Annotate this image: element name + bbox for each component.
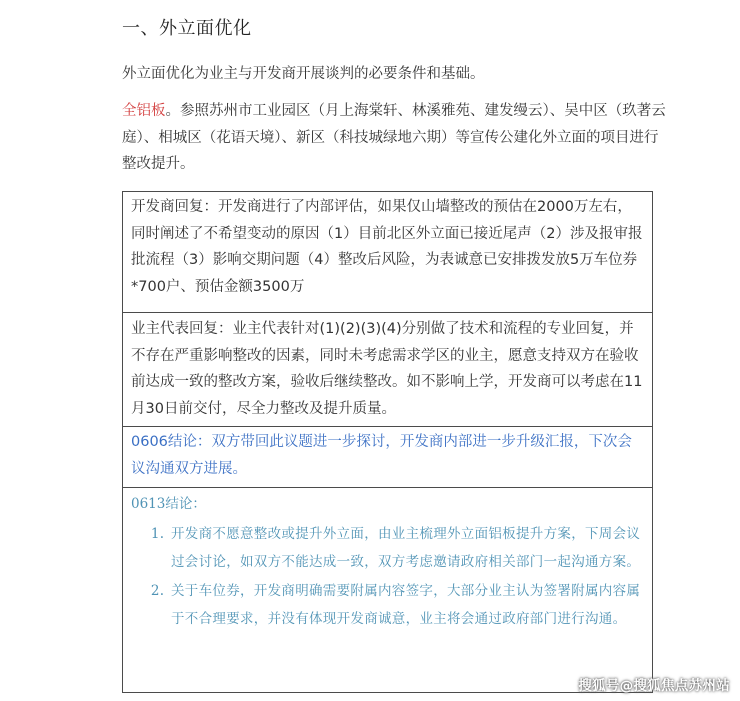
conclusion-0613-box <box>122 488 653 693</box>
section-heading: 一、外立面优化 <box>122 18 252 39</box>
conclusion-0606-box <box>122 427 653 488</box>
intro-paragraph: 外立面优化为业主与开发商开展谈判的必要条件和基础。 <box>122 66 485 82</box>
aluminum-panel-paragraph <box>122 98 667 178</box>
list-item: 2. 关于车位券，开发商明确需要附属内容签字，大部分业主认为签署附属内容属于不合理要求，并没有体现开发商诚意，业主将会通过政府部门进行沟通。 <box>169 578 644 633</box>
developer-reply-text: 开发商回复：开发商进行了内部评估，如果仅山墙整改的预估在2000万左右，同时阐述了不希望变动的原因（1）目前北区外立面已接近尾声（2）涉及报审报批流程（3）影响交期问题（4）整改后风险，为表诚意已安排拨发放5万车位券*700户、预估金额3500万 <box>131 199 643 295</box>
conclusion-0613-list <box>131 521 644 633</box>
conclusion-0606-text: 0606结论：双方带回此议题进一步探讨，开发商内部进一步升级汇报，下次会议沟通双方进展。 <box>131 434 632 477</box>
aluminum-panel-text: 。参照苏州市工业园区（月上海棠轩、林溪雅苑、建发缦云）、吴中区（玖著云庭）、相城区（花语天境）、新区（科技城绿地六期）等宣传公建化外立面的项目进行整改提升。 <box>122 103 666 172</box>
developer-reply-box <box>122 191 653 313</box>
watermark: 搜狐号@搜狐焦点苏州站 <box>578 678 730 694</box>
list-item: 1. 开发商不愿意整改或提升外立面，由业主梳理外立面铝板提升方案，下周会议过会讨论，如双方不能达成一致，双方考虑邀请政府相关部门一起沟通方案。 <box>169 521 644 576</box>
owner-reply-box <box>122 313 653 427</box>
conclusion-0613-label: 0613结论： <box>131 496 206 512</box>
owner-reply-text: 业主代表回复：业主代表针对(1)(2)(3)(4)分别做了技术和流程的专业回复，并不存在严重影响整改的因素，同时未考虑需求学区的业主，愿意支持双方在验收前达成一致的整改方案，验收后继续整改。如不影响上学，开发商可以考虑在11月30日前交付，尽全力整改及提升质量。 <box>131 321 643 417</box>
aluminum-panel-highlight: 全铝板 <box>122 103 166 119</box>
